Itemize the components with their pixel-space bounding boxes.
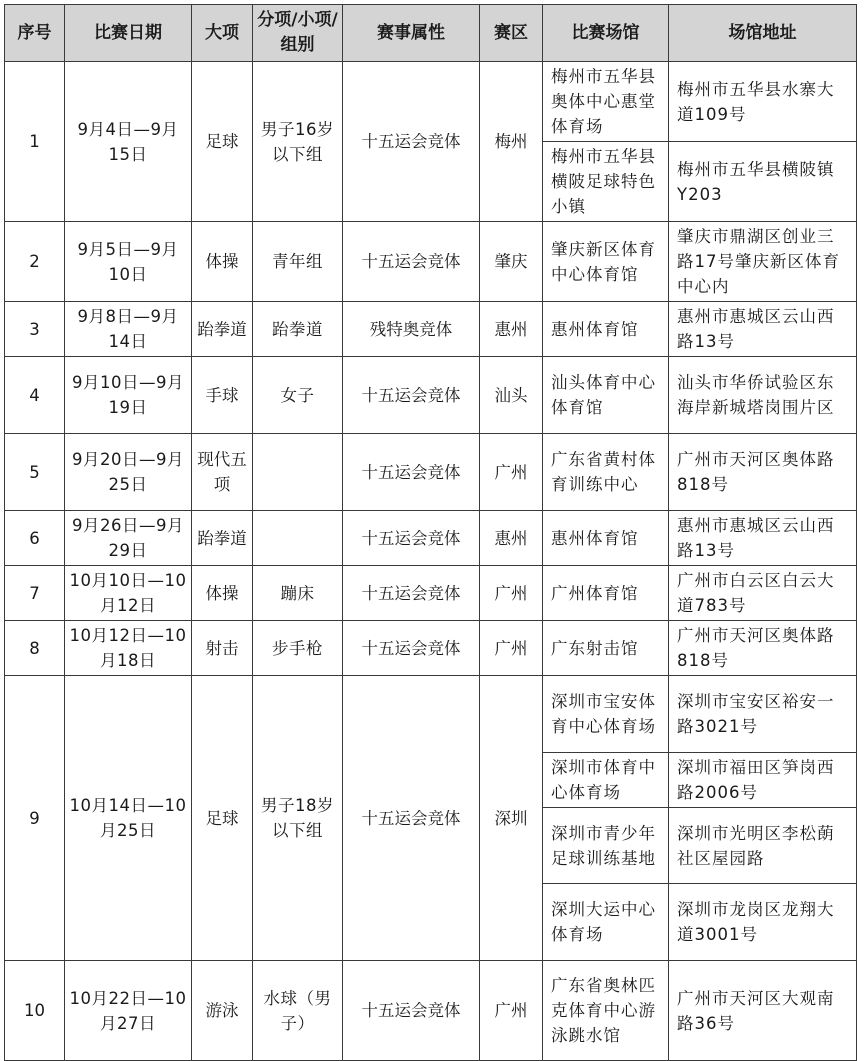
cell-addr: 梅州市五华县水寨大道109号	[669, 62, 857, 142]
cell-sport: 手球	[192, 357, 253, 434]
cell-sub: 男子16岁以下组	[253, 62, 343, 222]
cell-attr: 十五运会竞体	[343, 676, 480, 961]
table-row	[5, 302, 857, 357]
table-row	[5, 566, 857, 621]
cell-attr: 残特奥竞体	[343, 302, 480, 357]
cell-no: 8	[5, 621, 65, 676]
cell-addr: 深圳市宝安区裕安一路3021号	[669, 676, 857, 753]
cell-attr: 十五运会竞体	[343, 511, 480, 566]
cell-sub: 水球（男子）	[253, 961, 343, 1061]
table-row	[5, 621, 857, 676]
cell-zone: 惠州	[480, 511, 543, 566]
cell-sport: 现代五项	[192, 434, 253, 511]
cell-date: 10月12日—10月18日	[65, 621, 192, 676]
header-addr: 场馆地址	[669, 5, 857, 62]
cell-sport: 足球	[192, 676, 253, 961]
header-date: 比赛日期	[65, 5, 192, 62]
cell-sport: 射击	[192, 621, 253, 676]
cell-date: 9月10日—9月19日	[65, 357, 192, 434]
cell-attr: 十五运会竞体	[343, 62, 480, 222]
header-sub: 分项/小项/组别	[253, 5, 343, 62]
cell-venue: 深圳市青少年足球训练基地	[543, 808, 669, 884]
header-no: 序号	[5, 5, 65, 62]
cell-date: 9月8日—9月14日	[65, 302, 192, 357]
cell-no: 9	[5, 676, 65, 961]
cell-no: 4	[5, 357, 65, 434]
cell-zone: 深圳	[480, 676, 543, 961]
cell-sub: 男子18岁以下组	[253, 676, 343, 961]
cell-venue: 肇庆新区体育中心体育馆	[543, 222, 669, 302]
cell-attr: 十五运会竞体	[343, 434, 480, 511]
table-row	[5, 676, 857, 753]
cell-addr: 惠州市惠城区云山西路13号	[669, 302, 857, 357]
cell-addr: 惠州市惠城区云山西路13号	[669, 511, 857, 566]
cell-date: 10月14日—10月25日	[65, 676, 192, 961]
cell-sport: 体操	[192, 566, 253, 621]
cell-venue: 梅州市五华县奥体中心惠堂体育场	[543, 62, 669, 142]
cell-venue: 广东省奥林匹克体育中心游泳跳水馆	[543, 961, 669, 1061]
cell-date: 9月4日—9月15日	[65, 62, 192, 222]
cell-zone: 广州	[480, 961, 543, 1061]
cell-venue: 广东省黄村体育训练中心	[543, 434, 669, 511]
cell-date: 9月26日—9月29日	[65, 511, 192, 566]
cell-sub	[253, 434, 343, 511]
cell-venue: 深圳市体育中心体育场	[543, 753, 669, 808]
cell-zone: 梅州	[480, 62, 543, 222]
cell-addr: 深圳市光明区李松蓢社区屋园路	[669, 808, 857, 884]
cell-venue: 惠州体育馆	[543, 511, 669, 566]
table-row	[5, 222, 857, 302]
cell-sub: 步手枪	[253, 621, 343, 676]
cell-zone: 肇庆	[480, 222, 543, 302]
cell-no: 5	[5, 434, 65, 511]
cell-attr: 十五运会竞体	[343, 621, 480, 676]
table-row	[5, 434, 857, 511]
cell-no: 2	[5, 222, 65, 302]
cell-no: 6	[5, 511, 65, 566]
cell-venue: 深圳大运中心体育场	[543, 884, 669, 961]
cell-sport: 体操	[192, 222, 253, 302]
cell-sub: 女子	[253, 357, 343, 434]
cell-no: 10	[5, 961, 65, 1061]
header-venue: 比赛场馆	[543, 5, 669, 62]
table-row	[5, 357, 857, 434]
cell-attr: 十五运会竞体	[343, 222, 480, 302]
cell-venue: 深圳市宝安体育中心体育场	[543, 676, 669, 753]
cell-venue: 汕头体育中心体育馆	[543, 357, 669, 434]
cell-zone: 广州	[480, 566, 543, 621]
header-zone: 赛区	[480, 5, 543, 62]
schedule-table	[4, 4, 857, 1061]
cell-zone: 广州	[480, 621, 543, 676]
table-row	[5, 511, 857, 566]
cell-sub: 蹦床	[253, 566, 343, 621]
cell-sport: 跆拳道	[192, 511, 253, 566]
cell-no: 1	[5, 62, 65, 222]
cell-venue: 广州体育馆	[543, 566, 669, 621]
cell-addr: 汕头市华侨试验区东海岸新城塔岗围片区	[669, 357, 857, 434]
cell-addr: 肇庆市鼎湖区创业三路17号肇庆新区体育中心内	[669, 222, 857, 302]
cell-addr: 广州市天河区大观南路36号	[669, 961, 857, 1061]
cell-attr: 十五运会竞体	[343, 566, 480, 621]
header-attr: 赛事属性	[343, 5, 480, 62]
header-row	[5, 5, 857, 62]
cell-venue: 广东射击馆	[543, 621, 669, 676]
cell-sport: 跆拳道	[192, 302, 253, 357]
cell-addr: 深圳市龙岗区龙翔大道3001号	[669, 884, 857, 961]
cell-date: 9月20日—9月25日	[65, 434, 192, 511]
cell-zone: 汕头	[480, 357, 543, 434]
cell-sport: 足球	[192, 62, 253, 222]
cell-addr: 广州市白云区白云大道783号	[669, 566, 857, 621]
table-row	[5, 62, 857, 142]
cell-no: 3	[5, 302, 65, 357]
cell-venue: 惠州体育馆	[543, 302, 669, 357]
cell-attr: 十五运会竞体	[343, 961, 480, 1061]
cell-addr: 深圳市福田区笋岗西路2006号	[669, 753, 857, 808]
cell-attr: 十五运会竞体	[343, 357, 480, 434]
cell-date: 10月22日—10月27日	[65, 961, 192, 1061]
cell-venue: 梅州市五华县横陂足球特色小镇	[543, 142, 669, 222]
cell-no: 7	[5, 566, 65, 621]
header-sport: 大项	[192, 5, 253, 62]
table-row	[5, 961, 857, 1061]
cell-zone: 广州	[480, 434, 543, 511]
cell-addr: 广州市天河区奥体路818号	[669, 621, 857, 676]
cell-sub: 青年组	[253, 222, 343, 302]
cell-addr: 梅州市五华县横陂镇Y203	[669, 142, 857, 222]
cell-sub: 跆拳道	[253, 302, 343, 357]
cell-sub	[253, 511, 343, 566]
cell-addr: 广州市天河区奥体路818号	[669, 434, 857, 511]
cell-zone: 惠州	[480, 302, 543, 357]
cell-date: 10月10日—10月12日	[65, 566, 192, 621]
cell-date: 9月5日—9月10日	[65, 222, 192, 302]
cell-sport: 游泳	[192, 961, 253, 1061]
